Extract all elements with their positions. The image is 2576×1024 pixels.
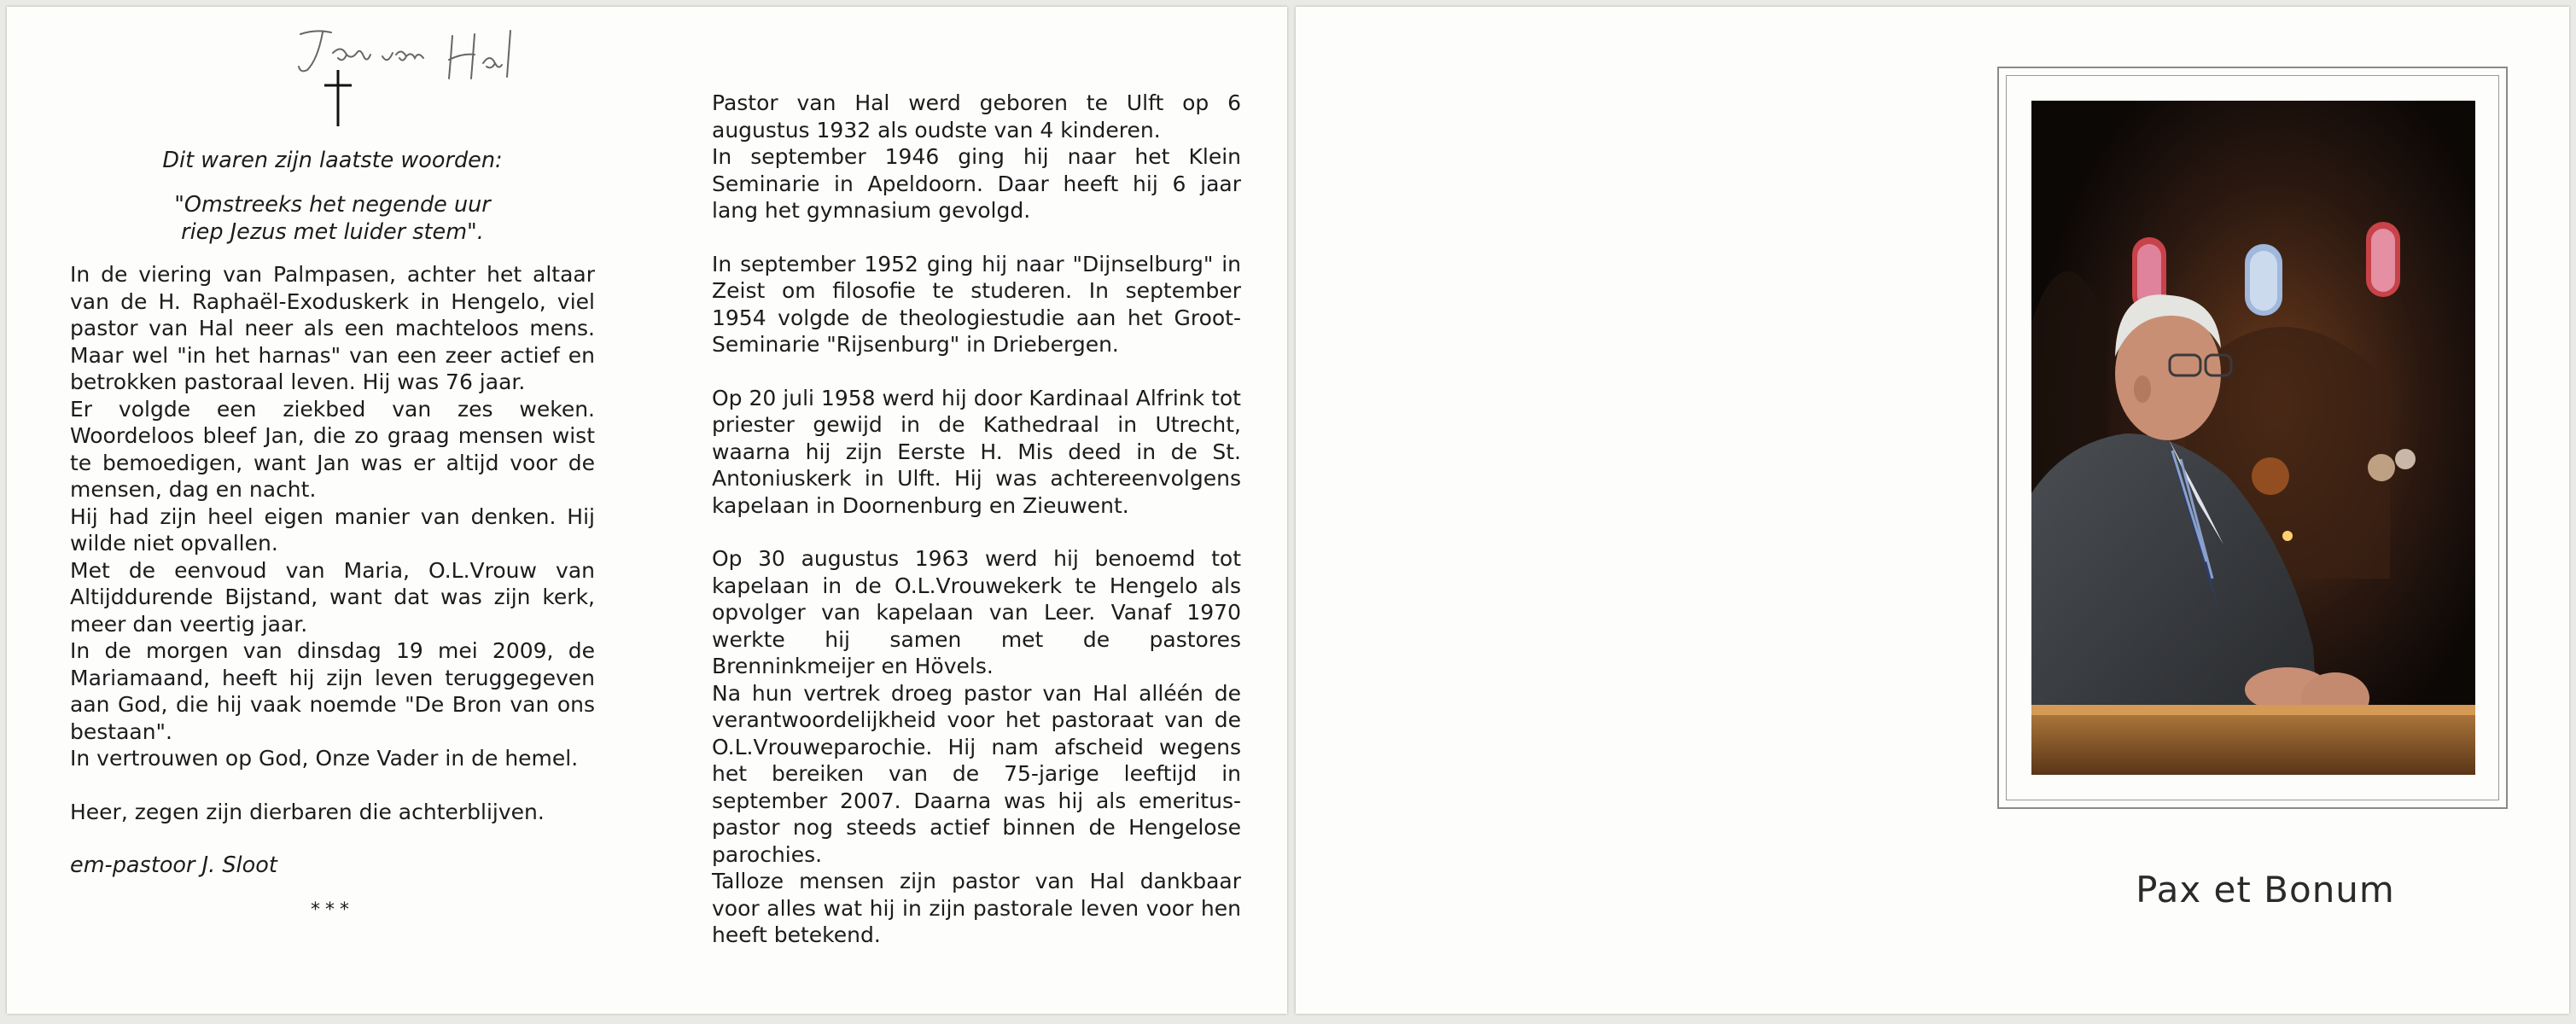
left-text-column <box>70 147 595 921</box>
bio-paragraph: Pastor van Hal werd geboren te Ulft op 6 augustus 1932 als oudste van 4 kinderen. <box>712 90 1241 143</box>
paragraph: Met de eenvoud van Maria, O.L.Vrouw van Altijddurende Bijstand, want dat was zijn kerk, meer dan veertig jaar. <box>70 557 595 637</box>
bio-paragraph: In september 1946 ging hij naar het Klein Seminarie in Apeldoorn. Daar heeft hij 6 jaar lang het gymnasium gevolgd. <box>712 144 1241 223</box>
paragraph: Er volgde een ziekbed van zes weken. Woordeloos bleef Jan, die zo graag mensen wist te bemoedigen, want Jan was er altijd voor de mensen, dag en nacht. <box>70 396 595 502</box>
portrait-photo <box>2031 101 2475 775</box>
motto-text: Pax et Bonum <box>2136 869 2395 911</box>
bio-paragraph: Op 30 augustus 1963 werd hij benoemd tot kapelaan in de O.L.Vrouwekerk te Hengelo als opvolger van kapelaan van Leer. Vanaf 1970 werkte hij samen met de pastores Brenninkmeijer en Hövels. <box>712 546 1241 678</box>
blessing-line: Heer, zegen zijn dierbaren die achterblijven. <box>70 799 545 824</box>
paragraph: In de morgen van dinsdag 19 mei 2009, de Mariamaand, heeft hij zijn leven teruggegeven aan God, die hij vaak noemde "De Bron van ons bestaan". <box>70 638 595 744</box>
quote-line-2: riep Jezus met luider stem". <box>181 219 484 245</box>
author-signature: em-pastoor J. Sloot <box>70 852 277 878</box>
paragraph: Hij had zijn heel eigen manier van denken. Hij wilde niet opvallen. <box>70 503 595 556</box>
paragraph: In vertrouwen op God, Onze Vader in de hemel. <box>70 746 579 771</box>
last-words-heading: Dit waren zijn laatste woorden: <box>162 148 503 173</box>
biography-column <box>712 90 1241 949</box>
bio-paragraph: In september 1952 ging hij naar "Dijnselburg" in Zeist om filosofie te studeren. In september 1954 volgde de theologiestudie aan het Groot-Seminarie "Rijsenburg" in Driebergen. <box>712 251 1241 357</box>
paragraph: In de viering van Palmpasen, achter het altaar van de H. Raphaël-Exoduskerk in Hengelo, viel pastor van Hal neer als een machteloos mens. Maar wel "in het harnas" van een zeer actief en betrokken pastoraal leven. Hij was 76 jaar. <box>70 262 595 394</box>
bio-paragraph: Op 20 juli 1958 werd hij door Kardinaal Alfrink tot priester gewijd in de Kathedraal in Utrecht, waarna hij zijn Eerste H. Mis deed in de St. Antoniuskerk in Ulft. Hij was achtereenvolgens kapelaan in Doornenburg en Zieuwent. <box>712 385 1241 518</box>
quote-line-1: "Omstreeks het negende uur <box>174 192 491 218</box>
portrait-illustration <box>2031 101 2475 775</box>
bio-paragraph: Talloze mensen zijn pastor van Hal dankbaar voor alles wat hij in zijn pastorale leven voor hen heeft betekend. <box>712 869 1241 947</box>
stars-divider: *** <box>311 899 354 921</box>
bio-paragraph: Na hun vertrek droeg pastor van Hal alléén de verantwoordelijkheid voor het pastoraat van de O.L.Vrouweparochie. Hij nam afscheid wegens het bereiken van de 75-jarige leeftijd in september 2007. Daarna was hij als emeritus-pastor nog steeds actief binnen de Hengelose parochies. <box>712 680 1241 867</box>
handwritten-signature <box>282 17 589 137</box>
